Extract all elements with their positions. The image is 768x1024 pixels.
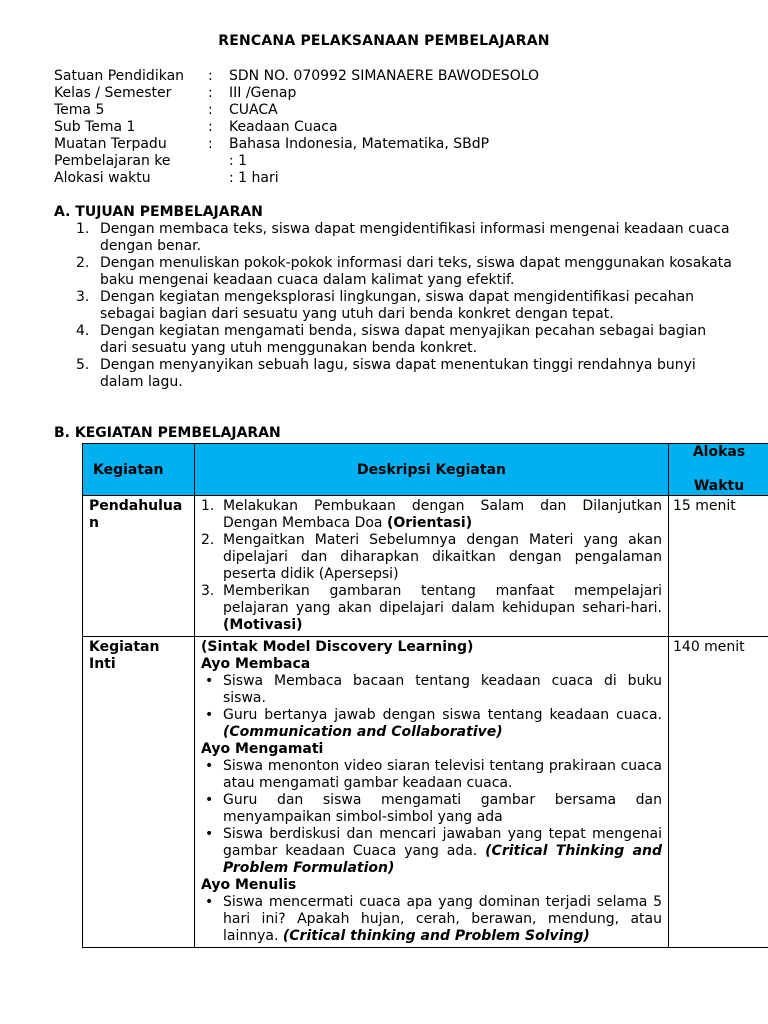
item-tag: (Orientasi): [386, 515, 473, 531]
list-item: 3. Memberikan gambaran tentang manfaat mempelajari pelajaran yang akan dipelajari dalam kehidupan sehari-hari. (Motivasi): [201, 583, 698, 633]
info-colon: :: [208, 68, 213, 84]
info-value: : 1 hari: [229, 170, 279, 186]
list-item: 4. Dengan kegiatan mengamati benda, siswa dapat menyajikan pecahan sebagai bagian dari sesuatu yang utuh menggunakan benda konkret.: [76, 323, 707, 356]
goal-text: Dengan kegiatan mengamati benda, siswa dapat menyajikan pecahan sebagai bagian dari sesuatu yang utuh menggunakan benda konkret.: [100, 323, 707, 356]
row-desc-pendahuluan: [195, 496, 698, 637]
list-item: 1. Melakukan Pembukaan dengan Salam dan Dilanjutkan Dengan Membaca Doa (Orientasi): [201, 498, 662, 531]
list-item: • Siswa Membaca bacaan tentang keadaan cuaca di buku siswa.: [201, 673, 662, 707]
list-item: 1. Dengan membaca teks, siswa dapat mengidentifikasi informasi mengenai keadaan cuaca dengan benar.: [76, 221, 730, 254]
ayo-menulis-heading: Ayo Menulis: [201, 877, 297, 893]
info-colon: :: [208, 136, 213, 152]
item-tag: (Communication and Collaborative): [223, 724, 503, 740]
item-tag: (Critical Thinking and Problem Formulation): [223, 843, 663, 876]
list-item: [201, 826, 662, 877]
row-time-inti: 140 menit: [669, 637, 768, 948]
list-item: 2. Mengaitkan Materi Sebelumnya dengan Materi yang akan dipelajari dan diharapkan dikaitkan dengan pengalaman peserta didik (Apersepsi): [201, 532, 662, 582]
row-time-pendahuluan: 15 menit: [669, 496, 768, 637]
row-label-pendahuluan: Pendahuluan: [83, 496, 195, 637]
sintak-heading: (Sintak Model Discovery Learning): [201, 639, 474, 655]
section-a-heading: A. TUJUAN PEMBELAJARAN: [54, 204, 263, 220]
row-label-inti: Kegiatan Inti: [83, 637, 195, 948]
page-title: RENCANA PELAKSANAAN PEMBELAJARAN: [218, 33, 550, 49]
mengamati-list: [201, 758, 662, 877]
info-label: Pembelajaran ke: [54, 153, 171, 169]
activity-table: [82, 443, 768, 948]
list-item: [201, 707, 662, 741]
header-alokasi-line2: Waktu: [693, 478, 745, 494]
membaca-list: [201, 673, 662, 741]
ayo-membaca-heading: Ayo Membaca: [201, 656, 311, 672]
info-label: Satuan Pendidikan: [54, 68, 185, 84]
goal-text: Dengan membaca teks, siswa dapat mengidentifikasi informasi mengenai keadaan cuaca dengan benar.: [100, 221, 730, 254]
info-value: CUACA: [229, 102, 278, 118]
header-kegiatan: Kegiatan: [83, 444, 195, 496]
item-tag: (Motivasi): [223, 617, 303, 633]
info-value: Keadaan Cuaca: [229, 119, 338, 135]
item-text: Memberikan gambaran tentang manfaat mempelajari pelajaran yang akan dipelajari dalam kehidupan sehari-hari.: [223, 583, 698, 616]
section-b-heading: B. KEGIATAN PEMBELAJARAN: [54, 425, 281, 441]
item-tag: (Critical thinking and Problem Solving): [282, 928, 590, 944]
header-deskripsi: Deskripsi Kegiatan: [195, 444, 669, 496]
info-label: Alokasi waktu: [54, 170, 151, 186]
table-row: [83, 496, 768, 637]
item-text: Siswa berdiskusi dan mencari jawaban yang tepat mengenai gambar keadaan Cuaca yang ada.: [223, 826, 662, 859]
list-item: [201, 894, 662, 945]
item-text: Melakukan Pembukaan dengan Salam dan Dilanjutkan Dengan Membaca Doa: [223, 498, 662, 531]
info-label: Kelas / Semester: [54, 85, 172, 101]
list-item: • Siswa menonton video siaran televisi tentang prakiraan cuaca atau mengamati gambar keadaan cuaca.: [201, 758, 662, 792]
row-desc-inti: [195, 637, 669, 948]
item-text: Guru bertanya jawab dengan siswa tentang keadaan cuaca.: [223, 707, 662, 723]
list-item: 2. Dengan menuliskan pokok-pokok informasi dari teks, siswa dapat menggunakan kosakata baku mengenai keadaan cuaca dalam kalimat yang efektif.: [76, 255, 732, 288]
info-label: Sub Tema 1: [54, 119, 136, 135]
pendahuluan-list: [201, 498, 698, 634]
goal-text: Dengan menuliskan pokok-pokok informasi dari teks, siswa dapat menggunakan kosakata baku mengenai keadaan cuaca dalam kalimat yang efektif.: [100, 255, 732, 288]
info-value: Bahasa Indonesia, Matematika, SBdP: [229, 136, 490, 152]
info-value: SDN NO. 070992 SIMANAERE BAWODESOLO: [229, 68, 540, 84]
item-text: Mengaitkan Materi Sebelumnya dengan Materi yang akan dipelajari dan diharapkan dikaitkan dengan pengalaman peserta didik (Apersepsi): [223, 532, 662, 582]
menulis-list: [201, 894, 662, 945]
info-label: Tema 5: [54, 102, 105, 118]
ayo-mengamati-heading: Ayo Mengamati: [201, 741, 324, 757]
header-alokasi-line1: Alokas: [692, 444, 746, 460]
item-text: Siswa mencermati cuaca apa yang dominan terjadi selama 5 hari ini? Apakah hujan, cerah, berawan, mendung, atau lainnya.: [223, 894, 662, 944]
info-colon: :: [208, 85, 213, 101]
list-item: 3. Dengan kegiatan mengeksplorasi lingkungan, siswa dapat mengidentifikasi pecahan sebagai bagian dari sesuatu yang utuh dari benda konkret dengan tepat.: [76, 289, 695, 322]
info-label: Muatan Terpadu: [54, 136, 167, 152]
table-header-row: [83, 444, 768, 496]
info-colon: :: [208, 119, 213, 135]
list-item: • Guru dan siswa mengamati gambar bersama dan menyampaikan simbol-simbol yang ada: [201, 792, 662, 826]
info-colon: :: [208, 102, 213, 118]
goal-text: Dengan menyanyikan sebuah lagu, siswa dapat menentukan tinggi rendahnya bunyi dalam lagu.: [100, 357, 696, 390]
goals-list: [76, 221, 736, 391]
list-item: 5. Dengan menyanyikan sebuah lagu, siswa dapat menentukan tinggi rendahnya bunyi dalam lagu.: [76, 357, 696, 390]
table-row: [83, 637, 768, 948]
header-alokasi: [669, 444, 768, 496]
info-value: : 1: [229, 153, 248, 169]
info-value: III /Genap: [229, 85, 297, 101]
goal-text: Dengan kegiatan mengeksplorasi lingkungan, siswa dapat mengidentifikasi pecahan sebagai bagian dari sesuatu yang utuh dari benda konkret dengan tepat.: [100, 289, 695, 322]
